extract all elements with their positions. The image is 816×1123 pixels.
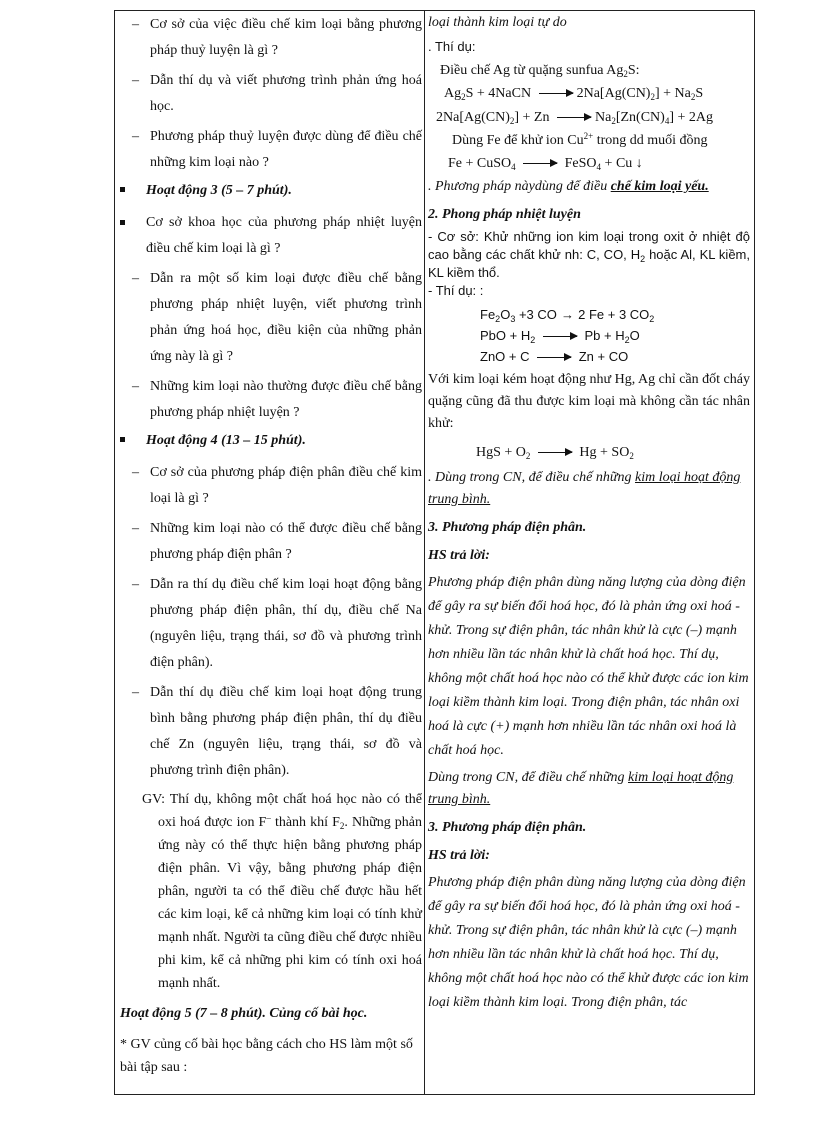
equation: $Ag_2S$ + 4NaCN $2Na[Ag(CN)_2] + Na_2S$ — [444, 86, 704, 102]
text-line: - Thí dụ: : — [428, 283, 484, 298]
section-heading: 3. Phương pháp điện phân. — [428, 520, 587, 535]
arrow-icon — [523, 163, 557, 164]
equation: HgS + $O_2$ $Hg + SO_2$ — [476, 445, 634, 461]
column-divider — [424, 10, 425, 1095]
section-heading: 2. Phong pháp nhiệt luyện — [428, 207, 581, 222]
equation: Fe + CuSO$_4$ FeSO$_4$ + Cu ↓ — [448, 156, 643, 172]
answer-paragraph: Phương pháp điện phân dùng năng lượng của dòng điện để gây ra sự biến đổi hoá học, đó là phản ứng oxi hoá - khử. Trong sự điện phân, tác nhân khử là cực (–) mạnh hơn nhiều lần tác nhân khử là chất hoá học. Thí dụ, không một chất hoá học nào có thể khử được các ion kim loại kiềm thành kim loại. Trong điện phân, tác nhân oxi hoá là cực (+) mạnh hơn nhiều lần tác nhân oxi hoá là chất hoá học. — [428, 575, 749, 758]
question-item: – Cơ sở của phương pháp điện phân điều chế kim loại là gì ? — [132, 465, 422, 506]
question-item: – Dẫn ra một số kim loại được điều chế bằng phương pháp nhiệt luyện, viết phương trình phản ứng hoá học, điều kiện của những phản ứng này là gì ? — [132, 271, 422, 364]
question-item: – Dẫn ra thí dụ điều chế kim loại hoạt động bằng phương pháp điện phân, thí dụ, điều chế Na (nguyên liệu, trạng thái, sơ đồ và phương trình điện phân). — [132, 577, 422, 670]
note: Dùng trong CN, để điều chế những kim loại hoạt động trung bình. — [428, 770, 734, 807]
question-item: – Dẫn thí dụ điều chế kim loại hoạt động trung bình bằng phương pháp điện phân, thí dụ điều chế Zn (nguyên liệu, trạng thái, sơ đồ và phương trình điện phân). — [132, 685, 422, 778]
equation: $Fe_2O_3 +3$ CO → 2 Fe + 3 $CO_2$ — [480, 304, 750, 325]
section-heading: HS trả lời: — [428, 548, 490, 563]
equation: PbO + $H_2$ $Pb + H_2O$ — [480, 328, 640, 345]
text-line: Dùng Fe để khử ion $Cu^{2+}$ trong dd muối đồng — [452, 131, 708, 148]
text-line: Điều chế Ag từ quặng sunfua $Ag_2S$: — [440, 63, 640, 79]
teacher-summary: * GV củng cố bài học bằng cách cho HS làm một số bài tập sau : — [120, 1037, 413, 1075]
text-line: loại thành kim loại tự do — [428, 15, 567, 30]
arrow-icon — [539, 93, 573, 94]
activity-heading: Hoạt động 3 (5 – 7 phút). — [116, 180, 422, 202]
equation: ZnO + C Zn + CO — [480, 349, 629, 364]
question-item: – Cơ sở của việc điều chế kim loại bằng phương pháp thuỷ luyện là gì ? — [132, 17, 422, 58]
section-heading: HS trả lời: — [428, 848, 490, 863]
note: . Phương pháp nàydùng để điều chế kim loại yếu. — [428, 179, 709, 194]
teacher-note: GV: Thí dụ, không một chất hoá học nào có thể oxi hoá được ion F– thành khí $F_2$. Những phản ứng này có thể thực hiện bằng phương pháp điện phân. Vì vậy, bằng phương pháp điện phân, người ta có thể điều chế được hầu hết các kim loại, kể cả những kim loại có tính khử mạnh nhất. Người ta cũng điều chế được nhiều phi kim, kể cả những phi kim có tính oxi hoá mạnh nhất. — [142, 792, 423, 991]
question-item: – Phương pháp thuỷ luyện được dùng để điều chế những kim loại nào ? — [132, 129, 422, 170]
question-item: Cơ sở khoa học của phương pháp nhiệt luyện điều chế kim loại là gì ? — [116, 210, 422, 262]
bullet-icon — [120, 187, 125, 192]
note: . Dùng trong CN, để điều chế những kim loại hoạt động trung bình. — [428, 470, 741, 507]
question-item: – Những kim loại nào có thể được điều chế bằng phương pháp điện phân ? — [132, 521, 422, 562]
arrow-icon — [538, 452, 572, 453]
teacher-activities-column — [116, 12, 422, 1079]
activity-heading: Hoạt động 5 (7 – 8 phút). Củng cố bài học. — [120, 1006, 368, 1021]
arrow-icon — [537, 357, 571, 358]
equation: $2Na[Ag(CN)_2] + Zn$ $Na_2[Zn(CN)_4] + 2Ag$ — [436, 110, 713, 126]
text-block: - Cơ sở: Khử những ion kim loại trong oxit ở nhiệt độ cao bằng các chất khử nh: C, CO, $H_2$ hoặc Al, KL kiềm, KL kiềm thổ. — [428, 229, 750, 280]
answer-paragraph: Phương pháp điện phân dùng năng lượng của dòng điện để gây ra sự biến đổi hoá học, đó là phản ứng oxi hoá - khử. Trong sự điện phân, tác nhân khử là cực (–) mạnh hơn nhiều lần tác nhân khử là chất hoá học. Thí dụ, không một chất hoá học nào có thể khử được các ion kim loại kiềm thành kim loại. Trong điện phân, tác — [428, 875, 749, 1010]
section-heading: 3. Phương pháp điện phân. — [428, 820, 587, 835]
student-answers-column — [428, 12, 750, 1015]
question-item: – Những kim loại nào thường được điều chế bằng phương pháp nhiệt luyện ? — [132, 379, 422, 420]
text-block: Với kim loại kém hoạt động như Hg, Ag chỉ cần đốt cháy quặng cũng đã thu được kim loại mà không cần tác nhân khử: — [428, 372, 750, 431]
text-line: . Thí dụ: — [428, 39, 476, 54]
arrow-icon — [557, 117, 591, 118]
arrow-icon: → — [561, 307, 574, 322]
activity-heading: Hoạt động 4 (13 – 15 phút). — [116, 430, 422, 452]
question-item: – Dẫn thí dụ và viết phương trình phản ứng hoá học. — [132, 73, 422, 114]
arrow-icon — [543, 336, 577, 337]
bullet-icon — [120, 220, 125, 225]
bullet-icon — [120, 437, 125, 442]
